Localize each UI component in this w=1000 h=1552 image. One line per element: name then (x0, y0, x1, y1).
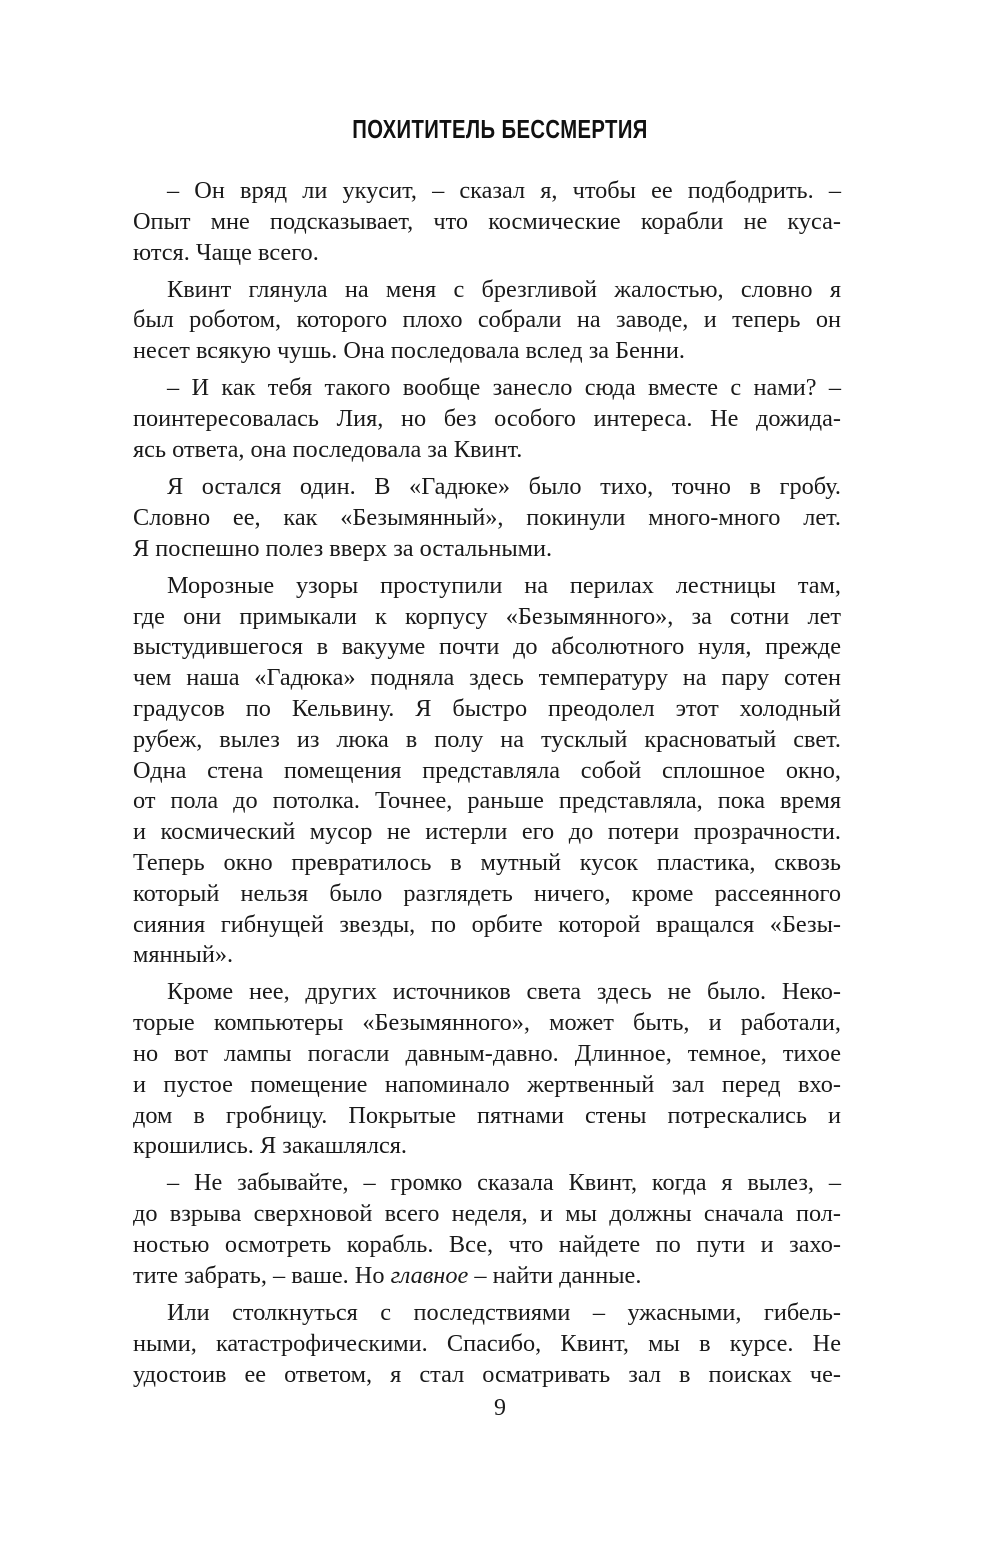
text-fragment: тите забрать, – ваше. Но (133, 1261, 391, 1289)
text-line: но вот лампы погасли давным-давно. Длинное, темное, тихое (133, 1040, 841, 1067)
text-line: от пола до потолка. Точнее, раньше представляла, пока время (133, 787, 841, 815)
paragraph (99, 176, 841, 268)
text-line: мянный». (133, 941, 234, 969)
text-line: – Он вряд ли укусит, – сказал я, чтобы ее подбодрить. – (167, 177, 841, 204)
emphasis: главное (390, 1261, 469, 1289)
text-line: ясь ответа, она последовала за Квинт. (133, 435, 523, 463)
paragraph (99, 472, 841, 564)
text-line: дом в гробницу. Покрытые пятнами стены потрескались и (133, 1101, 841, 1129)
text-line: градусов по Кельвину. Я быстро преодолел этот холодный (133, 694, 841, 722)
text-line: Опыт мне подсказывает, что космические корабли не куса- (133, 207, 841, 235)
text-line: Кроме нее, других источников света здесь не было. Неко- (167, 978, 841, 1006)
page-number: 9 (494, 1395, 506, 1421)
text-line (99, 1261, 841, 1292)
text-line: ностью осмотреть корабль. Все, что найдете по пути и захо- (133, 1231, 841, 1259)
text-line: торые компьютеры «Безымянного», может быть, и работали, (133, 1009, 841, 1037)
text-line: Одна стена помещения представляла собой сплошное окно, (133, 756, 841, 784)
text-line: сияния гибнущей звезды, по орбите которой вращался «Безы- (133, 910, 841, 938)
text-line: до взрыва сверхновой всего неделя, и мы должны сначала пол- (133, 1200, 841, 1228)
paragraph (99, 1168, 841, 1291)
text-line: Я поспешно полез вверх за остальными. (133, 534, 553, 562)
text-line: выстудившегося в вакууме почти до абсолютного нуля, прежде (133, 633, 841, 661)
text-line: рубеж, вылез из люка в полу на тусклый красноватый свет. (133, 725, 841, 753)
text-line: Или столкнуться с последствиями – ужасными, гибель- (167, 1298, 841, 1326)
text-line: крошились. Я закашлялся. (133, 1132, 408, 1160)
text-line: Морозные узоры проступили на перилах лестницы там, (167, 571, 841, 599)
paragraph (99, 571, 841, 971)
paragraph (99, 977, 841, 1162)
paragraph (99, 275, 841, 367)
text-line: удостоив ее ответом, я стал осматривать зал в поисках че- (133, 1360, 841, 1388)
body-text (99, 176, 841, 1397)
text-line: где они примыкали к корпусу «Безымянного», за сотни лет (133, 602, 841, 630)
text-line: Я остался один. В «Гадюке» было тихо, точно в гробу. (167, 473, 841, 501)
running-title: ПОХИТИТЕЛЬ БЕССМЕРТИЯ (352, 114, 648, 144)
text-line: Словно ее, как «Безымянный», покинули много-много лет. (133, 503, 841, 531)
text-line: и космический мусор не истерли его до потери прозрачности. (133, 818, 841, 846)
text-line: Теперь окно превратилось в мутный кусок пластика, сквозь (133, 848, 841, 876)
text-line: Квинт глянула на меня с брезгливой жалостью, словно я (167, 275, 841, 303)
text-line: несет всякую чушь. Она последовала вслед за Бенни. (133, 337, 685, 365)
text-line: который нельзя было разглядеть ничего, кроме рассеянного (133, 879, 841, 907)
text-line: чем наша «Гадюка» подняла здесь температуру на пару сотен (133, 664, 841, 692)
text-line: и пустое помещение напоминало жертвенный зал перед вхо- (133, 1070, 841, 1098)
text-fragment: – найти данные. (468, 1261, 642, 1289)
text-line: ными, катастрофическими. Спасибо, Квинт, мы в курсе. Не (133, 1329, 841, 1357)
paragraph (99, 373, 841, 465)
text-line: – И как тебя такого вообще занесло сюда вместе с нами? – (167, 374, 841, 402)
text-line: ются. Чаще всего. (133, 238, 319, 266)
text-line: поинтересовалась Лия, но без особого интереса. Не дожида- (133, 405, 841, 433)
text-line: – Не забывайте, – громко сказала Квинт, когда я вылез, – (167, 1169, 841, 1197)
paragraph (99, 1298, 841, 1390)
text-line: был роботом, которого плохо собрали на заводе, и теперь он (133, 306, 841, 334)
